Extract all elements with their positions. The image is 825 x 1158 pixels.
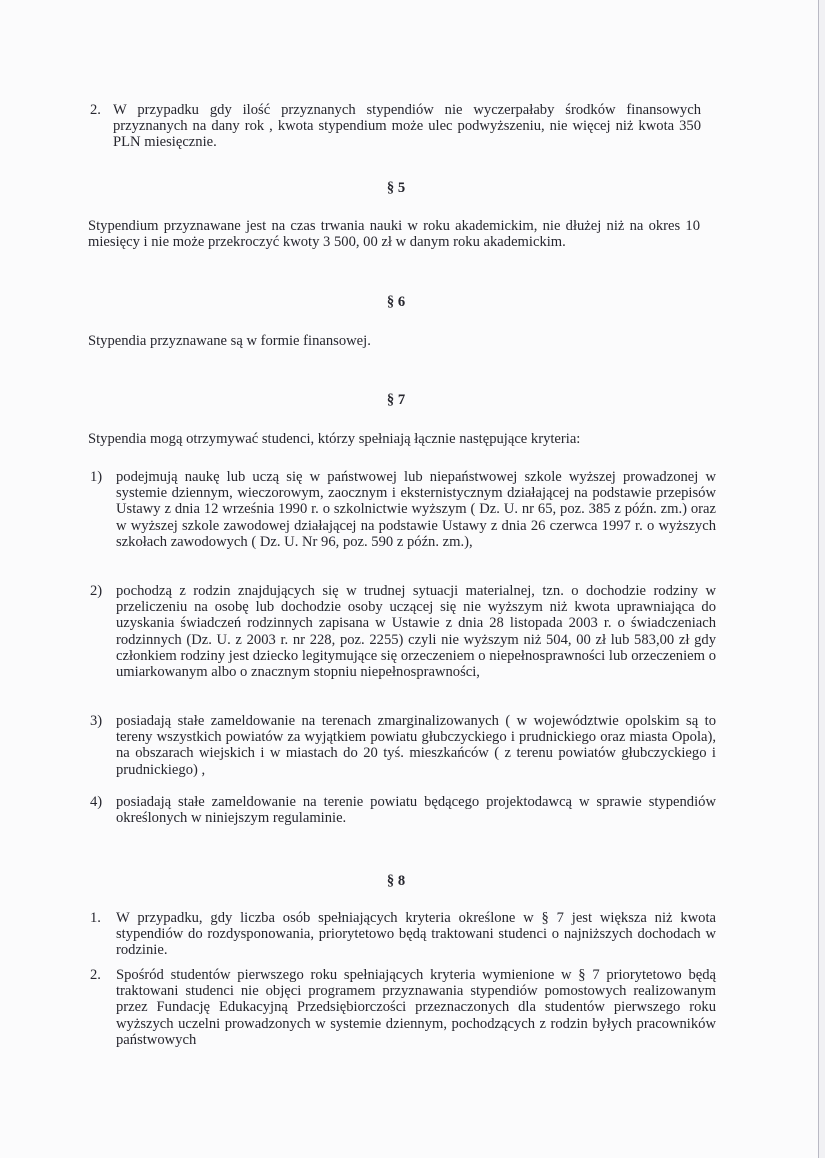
- section-7-intro: Stypendia mogą otrzymywać studenci, którzy spełniają łącznie następujące kryteria:: [88, 431, 581, 447]
- list-item-number: 2): [90, 583, 103, 599]
- section-6-text: Stypendia przyznawane są w formie finansowej.: [88, 333, 371, 349]
- list-item-number: 2.: [90, 967, 101, 983]
- item-text: W przypadku gdy ilość przyznanych stypendiów nie wyczerpałaby środków finansowych przyznanych na dany rok , kwota stypendium może ulec podwyższeniu, nie więcej niż kwota 350 PLN miesięcznie.: [113, 102, 701, 151]
- scan-edge-line: [818, 0, 819, 1158]
- section-heading-6: § 6: [386, 294, 406, 310]
- section-heading-8: § 8: [386, 873, 406, 889]
- section-heading-7: § 7: [386, 392, 406, 408]
- list-item-text: pochodzą z rodzin znajdujących się w trudnej sytuacji materialnej, tzn. o dochodzie rodziny w przeliczeniu na osobę lub dochodzie osoby uczącej się nie wyższym niż kwota uprawniająca do uzyskania świadczeń rodzinnych zapisana w Ustawie z dnia 28 listopada 2003 r. o świadczeniach rodzinnych (Dz. U. z 2003 r. nr 228, poz. 2255) czyli nie wyższym niż 504, 00 zł lub 583,00 zł gdy członkiem rodziny jest dziecko legitymujące się orzeczeniem o niepełnosprawności lub orzeczeniem o umiarkowanym albo o znacznym stopniu niepełnosprawności,: [116, 583, 716, 681]
- list-item-number: 1.: [90, 910, 101, 926]
- list-item-text: W przypadku, gdy liczba osób spełniających kryteria określone w § 7 jest większa niż kwota stypendiów do rozdysponowania, priorytetowo będą traktowani studenci o najniższych dochodach w rodzinie.: [116, 910, 716, 959]
- list-item-text: posiadają stałe zameldowanie na terenach zmarginalizowanych ( w województwie opolskim są to tereny wszystkich powiatów za wyjątkiem powiatu głubczyckiego i prudnickiego oraz miasta Opola), na obszarach wiejskich i w miastach do 20 tyś. mieszkańców ( z terenu powiatów głubczyckiego i prudnickiego) ,: [116, 713, 716, 778]
- item-number: 2.: [90, 102, 101, 118]
- list-item-text: podejmują naukę lub uczą się w państwowej lub niepaństwowej szkole wyższej prowadzonej w systemie dziennym, wieczorowym, zaocznym i eksternistycznym działającej na podstawie przepisów Ustawy z dnia 12 września 1990 r. o szkolnictwie wyższym ( Dz. U. nr 65, poz. 385 z późn. zm.) oraz w wyższej szkole zawodowej działającej na podstawie Ustawy z dnia 26 czerwca 1997 r. o wyższych szkołach zawodowych ( Dz. U. Nr 96, poz. 590 z późn. zm.),: [116, 469, 716, 550]
- list-item-number: 1): [90, 469, 103, 485]
- list-item-number: 4): [90, 794, 103, 810]
- section-5-text: Stypendium przyznawane jest na czas trwania nauki w roku akademickim, nie dłużej niż na okres 10 miesięcy i nie może przekroczyć kwoty 3 500, 00 zł w danym roku akademickim.: [88, 218, 700, 251]
- scan-edge: [819, 0, 825, 1158]
- section-heading-5: § 5: [386, 180, 406, 196]
- list-item-text: Spośród studentów pierwszego roku spełniających kryteria wymienione w § 7 priorytetowo będą traktowani studenci nie objęci programem przyznawania stypendiów pomostowych realizowanym przez Fundację Edukacyjną Przedsiębiorczości przeznaczonych dla studentów pierwszego roku wyższych uczelni prowadzonych w systemie dziennym, pochodzących z rodzin byłych pracowników państwowych: [116, 967, 716, 1048]
- list-item-text: posiadają stałe zameldowanie na terenie powiatu będącego projektodawcą w sprawie stypendiów określonych w niniejszym regulaminie.: [116, 794, 716, 827]
- list-item-number: 3): [90, 713, 103, 729]
